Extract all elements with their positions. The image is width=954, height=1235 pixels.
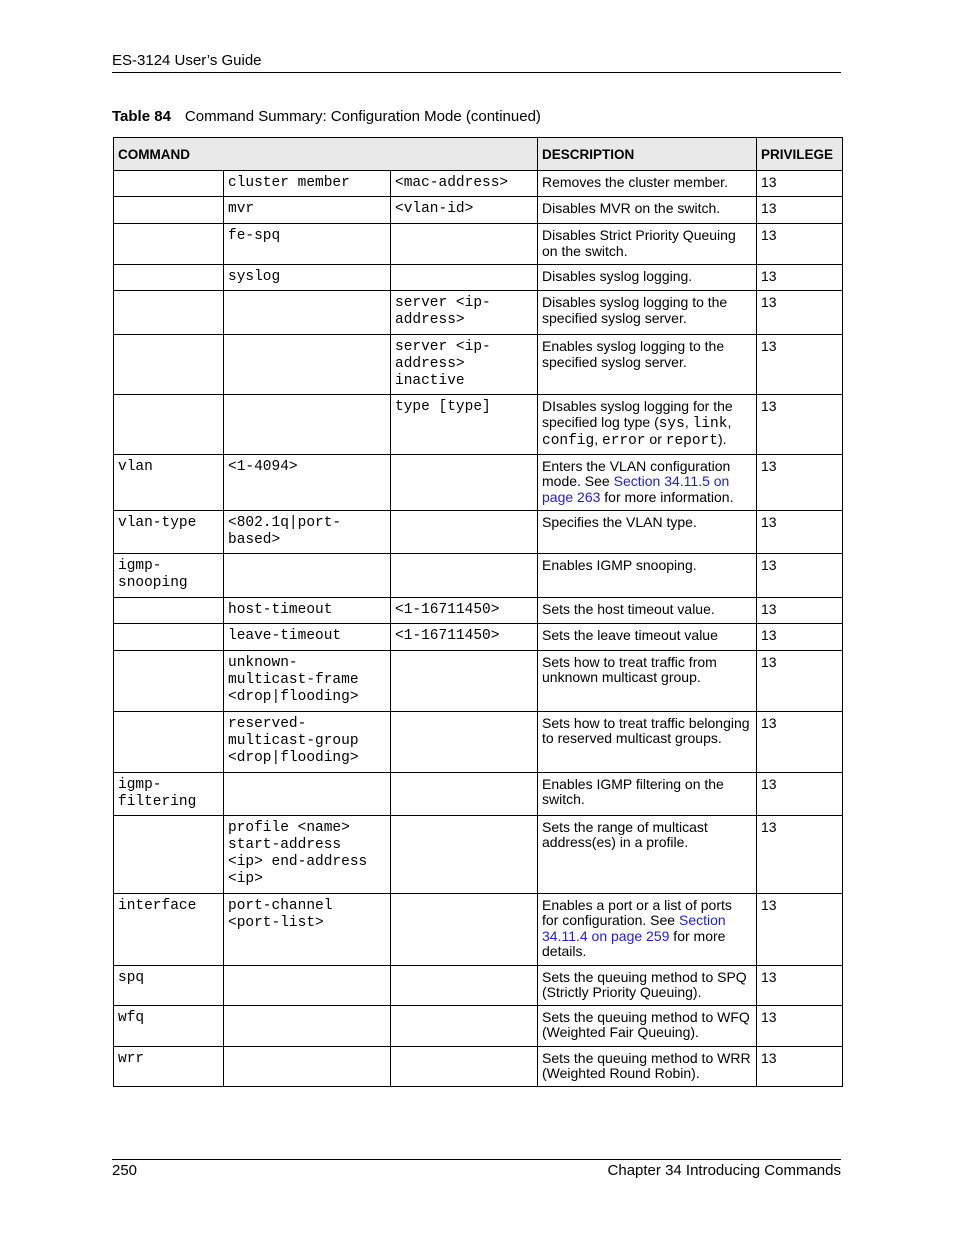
command-cell-3: <1-16711450> xyxy=(391,597,538,623)
privilege-cell: 13 xyxy=(757,965,843,1005)
section-link[interactable]: Section 34.11.5 on page 263 xyxy=(542,473,730,505)
privilege-cell: 13 xyxy=(757,597,843,623)
command-cell-2: host-timeout xyxy=(224,597,391,623)
command-cell-2 xyxy=(224,965,391,1005)
running-header: ES-3124 User’s Guide xyxy=(112,52,262,69)
command-cell-2: syslog xyxy=(224,265,391,291)
description-cell: Sets the queuing method to WRR (Weighted Round Robin). xyxy=(538,1046,757,1086)
description-cell xyxy=(538,893,757,965)
description-cell: Enables IGMP filtering on the switch. xyxy=(538,772,757,815)
command-cell-2: <802.1q|port- based> xyxy=(224,510,391,553)
command-cell-1 xyxy=(114,623,224,650)
command-cell-1: interface xyxy=(114,893,224,965)
command-cell-3 xyxy=(391,553,538,597)
description-cell: Disables MVR on the switch. xyxy=(538,197,757,224)
command-cell-2 xyxy=(224,772,391,815)
privilege-cell: 13 xyxy=(757,623,843,650)
privilege-cell: 13 xyxy=(757,265,843,291)
privilege-cell: 13 xyxy=(757,395,843,455)
command-cell-1 xyxy=(114,395,224,455)
description-text: ). xyxy=(717,431,727,447)
table-row xyxy=(114,815,843,893)
command-cell-1 xyxy=(114,224,224,265)
command-cell-3 xyxy=(391,224,538,265)
command-cell-2: port-channel <port-list> xyxy=(224,893,391,965)
log-type-error: error xyxy=(602,433,646,449)
privilege-cell: 13 xyxy=(757,893,843,965)
page-number: 250 xyxy=(112,1162,138,1179)
description-cell: Specifies the VLAN type. xyxy=(538,510,757,553)
privilege-cell: 13 xyxy=(757,650,843,711)
table-row xyxy=(114,1005,843,1046)
command-cell-2 xyxy=(224,335,391,395)
command-cell-1 xyxy=(114,711,224,772)
description-text: Enters the VLAN configuration mode. See xyxy=(542,457,731,489)
command-cell-3 xyxy=(391,510,538,553)
table-row xyxy=(114,597,843,623)
command-cell-3 xyxy=(391,815,538,893)
table-row xyxy=(114,171,843,197)
description-text: , xyxy=(684,413,693,430)
privilege-cell: 13 xyxy=(757,291,843,335)
section-link[interactable]: Section 34.11.4 on page 259 xyxy=(542,912,726,944)
command-cell-2 xyxy=(224,553,391,597)
description-text: , xyxy=(727,413,732,430)
table-row xyxy=(114,197,843,224)
command-cell-3 xyxy=(391,1046,538,1086)
command-cell-2 xyxy=(224,395,391,455)
description-cell: Sets the leave timeout value xyxy=(538,623,757,650)
description-text: Enables a port or a list of ports for configuration. See xyxy=(542,896,732,928)
privilege-cell: 13 xyxy=(757,510,843,553)
privilege-cell: 13 xyxy=(757,1005,843,1046)
command-cell-1: vlan-type xyxy=(114,510,224,553)
privilege-cell: 13 xyxy=(757,454,843,510)
command-cell-3 xyxy=(391,454,538,510)
description-cell: Sets how to treat traffic from unknown multicast group. xyxy=(538,650,757,711)
command-cell-3: type [type] xyxy=(391,395,538,455)
table-label: Table 84 xyxy=(112,108,171,125)
table-row xyxy=(114,553,843,597)
command-cell-3 xyxy=(391,1005,538,1046)
command-cell-2 xyxy=(224,1046,391,1086)
command-cell-3 xyxy=(391,893,538,965)
command-cell-1: wrr xyxy=(114,1046,224,1086)
description-cell: Enables syslog logging to the specified syslog server. xyxy=(538,335,757,395)
description-text: , xyxy=(594,431,602,447)
table-title: Command Summary: Configuration Mode (continued) xyxy=(184,108,541,125)
command-cell-2: leave-timeout xyxy=(224,623,391,650)
command-cell-3 xyxy=(391,772,538,815)
description-cell: Sets the queuing method to WFQ (Weighted Fair Queuing). xyxy=(538,1005,757,1046)
command-cell-1 xyxy=(114,815,224,893)
command-cell-1: wfq xyxy=(114,1005,224,1046)
command-cell-1: igmp- filtering xyxy=(114,772,224,815)
table-row xyxy=(114,623,843,650)
description-cell: Enables IGMP snooping. xyxy=(538,553,757,597)
command-cell-1 xyxy=(114,291,224,335)
command-cell-2: unknown- multicast-frame <drop|flooding> xyxy=(224,650,391,711)
command-cell-3 xyxy=(391,650,538,711)
command-cell-3: server <ip- address> inactive xyxy=(391,335,538,395)
table-row xyxy=(114,224,843,265)
table-caption xyxy=(112,108,541,125)
command-cell-2: <1-4094> xyxy=(224,454,391,510)
table-row xyxy=(114,711,843,772)
log-type-report: report xyxy=(665,433,718,449)
description-text: for more details. xyxy=(542,927,726,959)
command-cell-3 xyxy=(391,711,538,772)
footer-rule xyxy=(112,1159,841,1160)
command-cell-1 xyxy=(114,197,224,224)
command-cell-3 xyxy=(391,265,538,291)
table-row xyxy=(114,965,843,1005)
table-row xyxy=(114,650,843,711)
command-cell-1 xyxy=(114,650,224,711)
command-cell-2: fe-spq xyxy=(224,224,391,265)
table-header-row xyxy=(114,138,843,171)
description-cell: Removes the cluster member. xyxy=(538,171,757,197)
command-cell-2: profile <name> start-address <ip> end-address <ip> xyxy=(224,815,391,893)
privilege-cell: 13 xyxy=(757,335,843,395)
command-cell-1: spq xyxy=(114,965,224,1005)
description-cell xyxy=(538,454,757,510)
command-cell-3: <vlan-id> xyxy=(391,197,538,224)
chapter-title: Chapter 34 Introducing Commands xyxy=(607,1162,841,1179)
command-cell-3: server <ip- address> xyxy=(391,291,538,335)
description-cell: Disables Strict Priority Queuing on the switch. xyxy=(538,224,757,265)
header-description: DESCRIPTION xyxy=(538,138,757,171)
table-row xyxy=(114,291,843,335)
command-cell-1: vlan xyxy=(114,454,224,510)
privilege-cell: 13 xyxy=(757,815,843,893)
table-row xyxy=(114,265,843,291)
table-row xyxy=(114,335,843,395)
description-text: for more information. xyxy=(600,488,734,505)
privilege-cell: 13 xyxy=(757,1046,843,1086)
command-cell-2: cluster member xyxy=(224,171,391,197)
description-cell: Sets the queuing method to SPQ (Strictly Priority Queuing). xyxy=(538,965,757,1005)
header-command: COMMAND xyxy=(114,138,538,171)
command-cell-2: mvr xyxy=(224,197,391,224)
table-row xyxy=(114,1046,843,1086)
header-rule xyxy=(112,72,841,73)
command-cell-3: <mac-address> xyxy=(391,171,538,197)
description-text: or xyxy=(645,431,666,447)
table-row xyxy=(114,454,843,510)
command-cell-1 xyxy=(114,171,224,197)
command-cell-3 xyxy=(391,965,538,1005)
table-row xyxy=(114,893,843,965)
description-cell: Sets the range of multicast address(es) in a profile. xyxy=(538,815,757,893)
table-row xyxy=(114,395,843,455)
command-cell-1: igmp- snooping xyxy=(114,553,224,597)
command-cell-1 xyxy=(114,597,224,623)
privilege-cell: 13 xyxy=(757,197,843,224)
log-type-sys: sys xyxy=(658,415,685,432)
command-cell-1 xyxy=(114,265,224,291)
command-cell-1 xyxy=(114,335,224,395)
command-summary-table xyxy=(113,137,843,1087)
table-row xyxy=(114,772,843,815)
privilege-cell: 13 xyxy=(757,553,843,597)
header-privilege: PRIVILEGE xyxy=(757,138,843,171)
command-cell-2 xyxy=(224,1005,391,1046)
description-cell: Sets the host timeout value. xyxy=(538,597,757,623)
privilege-cell: 13 xyxy=(757,772,843,815)
privilege-cell: 13 xyxy=(757,171,843,197)
description-text: DIsables syslog logging for the specified log type ( xyxy=(542,398,733,430)
command-cell-3: <1-16711450> xyxy=(391,623,538,650)
command-cell-2: reserved- multicast-group <drop|flooding> xyxy=(224,711,391,772)
privilege-cell: 13 xyxy=(757,224,843,265)
description-cell: Disables syslog logging. xyxy=(538,265,757,291)
table-row xyxy=(114,510,843,553)
description-cell: Disables syslog logging to the specified syslog server. xyxy=(538,291,757,335)
privilege-cell: 13 xyxy=(757,711,843,772)
description-cell: Sets how to treat traffic belonging to reserved multicast groups. xyxy=(538,711,757,772)
description-cell xyxy=(538,395,757,455)
log-type-link: link xyxy=(692,415,728,432)
log-type-config: config xyxy=(542,433,595,449)
command-cell-2 xyxy=(224,291,391,335)
